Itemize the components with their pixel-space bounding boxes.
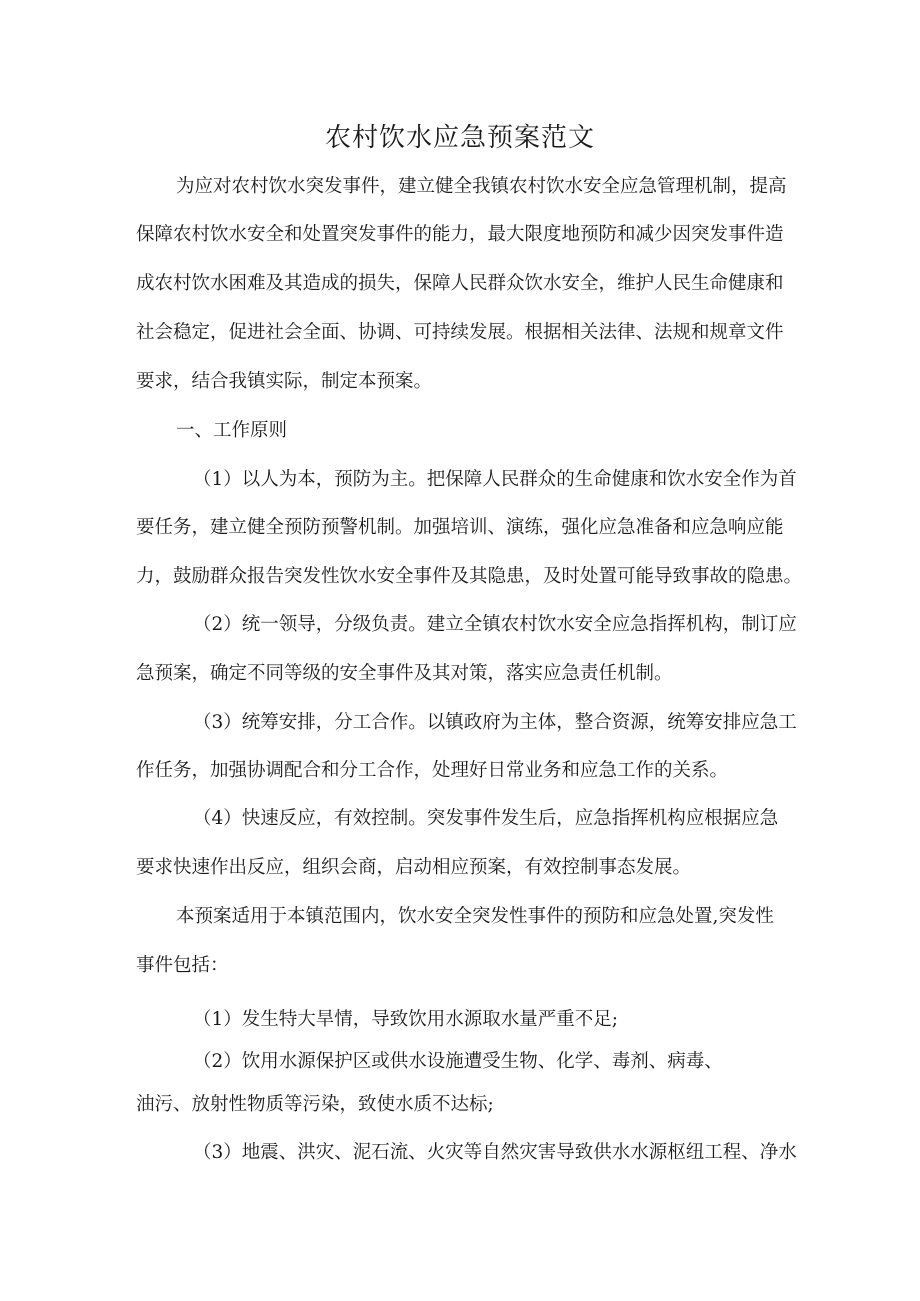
document-title: 农村饮水应急预案范文: [324, 123, 595, 153]
paragraph-line: 作任务，加强协调配合和分工合作，处理好日常业务和应急工作的关系。: [136, 760, 729, 781]
list-item: （2）饮用水源保护区或供水设施遭受生物、化学、毒剂、病毒、: [193, 1051, 723, 1072]
paragraph-line: 要任务，建立健全预防预警机制。加强培训、演练，强化应急准备和应急响应能: [136, 517, 784, 538]
paragraph-line: （1）以人为本，预防为主。把保障人民群众的生命健康和饮水安全作为首: [193, 469, 797, 490]
paragraph-line: 要求快速作出反应，组织会商，启动相应预案，有效控制事态发展。: [136, 857, 692, 878]
list-item: （1）发生特大旱情，导致饮用水源取水量严重不足;: [193, 1009, 619, 1030]
list-item: （3）地震、洪灾、泥石流、火灾等自然灾害导致供水水源枢纽工程、净水: [193, 1142, 797, 1163]
paragraph-line: 社会稳定，促进社会全面、协调、可持续发展。根据相关法律、法规和规章文件: [136, 322, 784, 343]
paragraph-line: 急预案，确定不同等级的安全事件及其对策，落实应急责任机制。: [136, 663, 673, 684]
paragraph-line: 本预案适用于本镇范围内，饮水安全突发性事件的预防和应急处置,突发性: [176, 906, 774, 927]
paragraph-line: 为应对农村饮水突发事件，建立健全我镇农村饮水安全应急管理机制，提高: [176, 176, 787, 197]
paragraph-line: （4）快速反应，有效控制。突发事件发生后，应急指挥机构应根据应急: [193, 808, 779, 829]
paragraph-line: 保障农村饮水安全和处置突发事件的能力，最大限度地预防和减少因突发事件造: [136, 224, 784, 245]
paragraph-line: 力，鼓励群众报告突发性饮水安全事件及其隐患，及时处置可能导致事故的隐患。: [136, 566, 803, 587]
paragraph-line: 要求，结合我镇实际，制定本预案。: [136, 371, 433, 392]
paragraph-line: 成农村饮水困难及其造成的损失，保障人民群众饮水安全，维护人民生命健康和: [136, 273, 784, 294]
paragraph-line: 油污、放射性物质等污染，致使水质不达标;: [136, 1094, 494, 1115]
paragraph-line: （2）统一领导，分级负责。建立全镇农村饮水安全应急指挥机构，制订应: [193, 614, 797, 635]
section-heading: 一、工作原则: [176, 420, 288, 441]
paragraph-line: 事件包括：: [136, 955, 229, 976]
paragraph-line: （3）统筹安排，分工合作。以镇政府为主体，整合资源，统筹安排应急工: [193, 712, 797, 733]
